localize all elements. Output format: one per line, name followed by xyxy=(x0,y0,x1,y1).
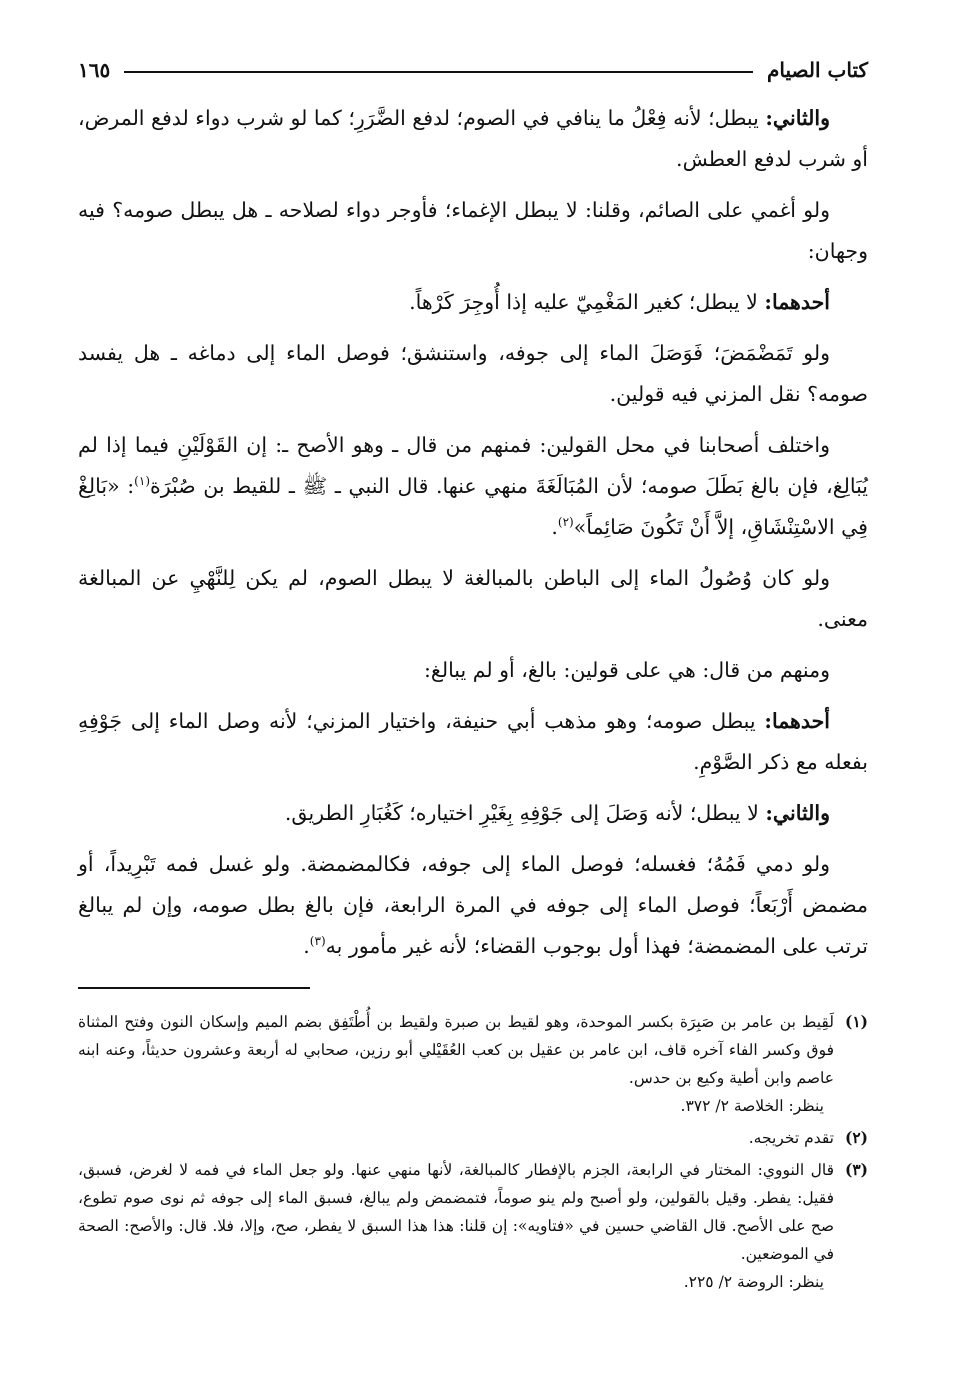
document-page xyxy=(78,50,868,1350)
footnote-marker[interactable]: (١) xyxy=(134,474,150,489)
paragraph-text: واختلف أصحابنا في محل القولين: فمنهم من قال ـ وهو الأصح ـ: إن القَوْلَيْنِ فيما إذا لم يُبَالِغ، فإن بالغ بَطَلَ صومه؛ لأن المُبَالَغَةَ منهي عنها. قال النبي ـ ﷺ ـ للقيط بن صُبْرَة xyxy=(78,433,868,498)
paragraph xyxy=(78,844,868,967)
footnote xyxy=(78,1124,868,1152)
footnote-number: (١) xyxy=(844,1012,868,1031)
footnote xyxy=(78,1008,868,1120)
footnote-reference: ينظر: الروضة ٢/ ٢٢٥. xyxy=(683,1273,824,1291)
paragraph-text: لا يبطل؛ لأنه وَصَلَ إلى جَوْفِهِ بِغَيْرِ اختياره؛ كَغُبَارِ الطريق. xyxy=(284,801,766,825)
paragraph xyxy=(78,425,868,548)
footnote-text: لَقِيط بن عامر بن صَبِرَة بكسر الموحدة، وهو لقيط بن صبرة ولقيط بن أُطْتَفِق بضم الميم وإسكان النون وفتح المثناة فوق وكسر الفاء آخره قاف، ابن عامر بن عقيل بن كعب العُقَيْلي أبو رزين، صحابي له أربعة وعشرون حديثاً، وعنه ابنه عاصم وابن أطية وكيع بن حدس. xyxy=(78,1013,834,1087)
paragraph-end: . xyxy=(303,934,310,958)
paragraph-text: ولو كان وُصُولُ الماء إلى الباطن بالمبالغة لا يبطل الصوم، لم يكن لِلنَّهْيِ عن المبالغة معنى. xyxy=(78,566,868,631)
paragraph-lead: والثاني: xyxy=(765,801,830,825)
footnote-separator xyxy=(78,987,310,989)
paragraph-text: ولو أغمي على الصائم، وقلنا: لا يبطل الإغماء؛ فأوجر دواء لصلاحه ـ هل يبطل صومه؟ فيه وجهان: xyxy=(78,198,868,263)
page-number: ١٦٥ xyxy=(78,58,111,82)
footnote-number: (٢) xyxy=(844,1128,868,1147)
footnote-text: قال النووي: المختار في الرابعة، الجزم بالإفطار كالمبالغة، لأنها منهي عنها. ولو جعل الماء في فمه لا لغرض، فسبق، فقيل: يفطر. وقيل بالقولين، ولو أصبح ولم ينو صوماً، فتمضمض ولم يبالغ، فسبق الماء إلى جوفه ثم نوى صوم تطوع، صح على الأصح. قال القاضي حسين في «فتاويه»: إن قلنا: هذا هذا السبق لا يفطر، صح، وإلا، فلا. قال: والأصح: الصحة في الموضعين. xyxy=(78,1161,834,1263)
paragraph-text: يبطل صومه؛ وهو مذهب أبي حنيفة، واختيار المزني؛ لأنه وصل الماء إلى جَوْفِهِ بفعله مع ذكر الصَّوْمِ. xyxy=(78,709,868,774)
paragraph-text: يبطل؛ لأنه فِعْلُ ما ينافي في الصوم؛ لدفع الضَّرَرِ؛ كما لو شرب دواء لدفع المرض، أو شرب لدفع العطش. xyxy=(78,106,868,171)
paragraph xyxy=(78,98,868,180)
footnote-marker[interactable]: (٢) xyxy=(557,515,574,530)
footnote-reference: ينظر: الخلاصة ٢/ ٣٧٢. xyxy=(680,1097,824,1115)
paragraph-text: ومنهم من قال: هي على قولين: بالغ، أو لم يبالغ: xyxy=(424,658,830,682)
paragraph xyxy=(78,793,868,834)
footnote-number: (٣) xyxy=(844,1160,868,1179)
paragraph-lead: والثاني: xyxy=(765,106,830,130)
body-text xyxy=(78,98,868,967)
footnote-marker[interactable]: (٣) xyxy=(309,934,326,949)
header-rule xyxy=(124,71,753,73)
paragraph xyxy=(78,650,868,691)
paragraph xyxy=(78,701,868,783)
paragraph-end: . xyxy=(551,515,558,539)
paragraph-text: ولو تَمَضْمَضَ؛ فَوَصَلَ الماء إلى جوفه، واستنشق؛ فوصل الماء إلى دماغه ـ هل يفسد صومه؟ نقل المزني فيه قولين. xyxy=(78,341,868,406)
paragraph-text: ولو دمي فَمُهُ؛ فغسله؛ فوصل الماء إلى جوفه، فكالمضمضة. ولو غسل فمه تَبْرِيداً، أو مضمض أَرْبَعاً؛ فوصل الماء إلى جوفه في المرة الرابعة، فإن بالغ بطل صومه، وإن لم يبالغ ترتب على المضمضة؛ فهذا أول بوجوب القضاء؛ لأنه غير مأمور به xyxy=(78,852,868,958)
hadith-quote: : «بَالِغْ فِي الاسْتِنْشَاقِ، إلاَّ أَنْ تَكُونَ صَائِماً» xyxy=(78,474,868,539)
footnote xyxy=(78,1156,868,1296)
paragraph xyxy=(78,558,868,640)
paragraph-text: لا يبطل؛ كغير المَغْمِيّ عليه إذا أُوجِرَ كَرْهاً. xyxy=(409,290,765,314)
paragraph-lead: أحدهما: xyxy=(764,290,830,314)
paragraph xyxy=(78,190,868,272)
paragraph-lead: أحدهما: xyxy=(764,709,830,733)
paragraph xyxy=(78,282,868,323)
footnote-text: تقدم تخريجه. xyxy=(748,1129,834,1147)
running-title: كتاب الصيام xyxy=(767,58,868,82)
paragraph xyxy=(78,333,868,415)
footnotes xyxy=(78,1008,868,1300)
page-header xyxy=(78,50,868,90)
